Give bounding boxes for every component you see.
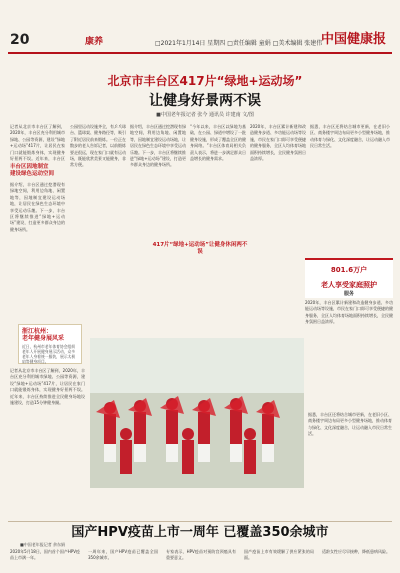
article2-title: 国产HPV疫苗上市一周年 已覆盖350余城市: [71, 525, 329, 540]
article1-title-line1: 北京市丰台区417片“绿地+运动场”: [107, 74, 303, 88]
article2-col2: 一周年来，国产HPV疫苗已覆盖全国350余城市。: [88, 549, 158, 560]
page-number: 20: [10, 32, 30, 48]
article2-col3: 专家表示，HPV疫苗对预防宫颈癌具有重要意义。: [166, 549, 236, 560]
article2-byline: ■中国老年报记者 余东娟: [20, 542, 66, 547]
article1-byline: ■中国老年报记者 张今 通讯员 许建南 文/图: [156, 112, 254, 118]
article1-title-line2: 让健身好景两不误: [149, 93, 261, 109]
dance-photo-image: [90, 338, 304, 488]
dateline: □2021年1月14日 星期四 □责任编辑 童娟 □美术编辑 张建伟: [155, 40, 323, 47]
header-rule: [8, 52, 392, 54]
sidebar-sub: 服务: [343, 291, 354, 297]
page-header: [0, 0, 400, 60]
article1-col3: 据介绍，丰台区通过挖潜现有绿地空间，利用边角地、闲置地等，因地制宜建设运动场地，让居民在绿色生态环境中享受运动乐趣。下一步，丰台区将继续推进“绿地+运动场”建设，打造更多群众身边的健身场所。: [130, 124, 186, 168]
article2-col5: 适龄女性应尽早接种，降低患病风险。: [322, 549, 390, 554]
article1-subhead1: 丰台区因地制宜 建设绿色运动空间: [10, 164, 55, 177]
article1-right-lower: 据悉，丰台区还将结合城市更新，在老旧小区、商务楼宇周边布局更多小型健身场地，推动体育与绿化、文化深度融合，让运动融入市民日常生活。: [308, 412, 392, 437]
section-name: 康养: [85, 37, 104, 47]
article1-subhead2: 417片“绿地+运动场”让健身休闲两不误: [152, 242, 248, 255]
article1-col4: “今年以来，丰台区以绿地为基础，在公园、绿道中增设了一批健身设施，形成了覆盖全区的健身网络。”丰台区体育局相关负责人表示，将进一步满足群众日益增长的健身需求。: [190, 124, 246, 162]
photo-caption-title: 浙江杭州：: [22, 328, 53, 335]
photo-caption-text: 近日，杭州市老年体育协会组织老年人开展健身展示活动，众多老年人身着统一服装，展示太极扇等健身项目。: [22, 344, 76, 364]
article2-col4: 国产疫苗上市有效缓解了供应紧张的局面。: [244, 549, 314, 560]
sidebar-body: 2020年，丰台区累计新建和改造健身步道、多功能运动场等设施，市民在家门口即可享受便捷的健身服务，全区人均体育场地面积持续增长，全民健身氛围日益浓厚。: [305, 300, 393, 325]
sidebar-title1: 801.6万户: [330, 266, 368, 274]
article1-col1-body: 据介绍，丰台区通过挖潜现有绿地空间，利用边角地、闲置地等，因地制宜建设运动场地，让居民在绿色生态环境中享受运动乐趣。下一步，丰台区将继续推进“绿地+运动场”建设，打造更多群众身边的健身场所。: [10, 182, 65, 232]
article1-col6: 据悉，丰台区还将结合城市更新，在老旧小区、商务楼宇周边布局更多小型健身场地，推动体育与绿化、文化深度融合，让运动融入市民日常生活。: [310, 124, 390, 149]
article2-col1: 2020年5月18日，国内首个国产HPV疫苗上市满一年。: [10, 549, 80, 560]
sidebar-title2: 老人享受家庭照护: [321, 281, 377, 289]
article1-left-lower: 记者从北京市丰台区了解到，2020年，丰台区充分利用城市绿地、公园等资源，建设“绿地+运动场”417片，让居民在家门口就能锻炼身体，实现健身好景两不误。近年来，丰台区持续推进全民健身场地设施建设，打造15分钟健身圈。: [10, 368, 85, 406]
article1-col1: 记者从北京市丰台区了解到，2020年，丰台区充分利用城市绿地、公园等资源，建设“绿地+运动场”417片，让居民在家门口就能锻炼身体，实现健身好景两不误。近年来，丰台区: [10, 124, 65, 162]
sidebar-box: [305, 258, 393, 298]
article1-col5: 2020年，丰台区累计新建和改造健身步道、多功能运动场等设施，市民在家门口即可享受便捷的健身服务，全区人均体育场地面积持续增长，全民健身氛围日益浓厚。: [250, 124, 306, 162]
article1-col2: 公园里运动设施齐全，有乒乓球台、篮球架、健身路径等，吸引了附近居民前来锻炼。一位正在散步的老人告诉记者，以前锻炼要走很远，现在家门口就有运动场，既能欣赏美景又能健身，非常方便。: [70, 124, 126, 168]
newspaper-brand: 中国健康报: [320, 32, 386, 47]
dance-photo: [90, 338, 304, 488]
photo-caption-subtitle: 老年健身展风采: [22, 335, 65, 342]
photo-caption-box: [18, 324, 82, 364]
